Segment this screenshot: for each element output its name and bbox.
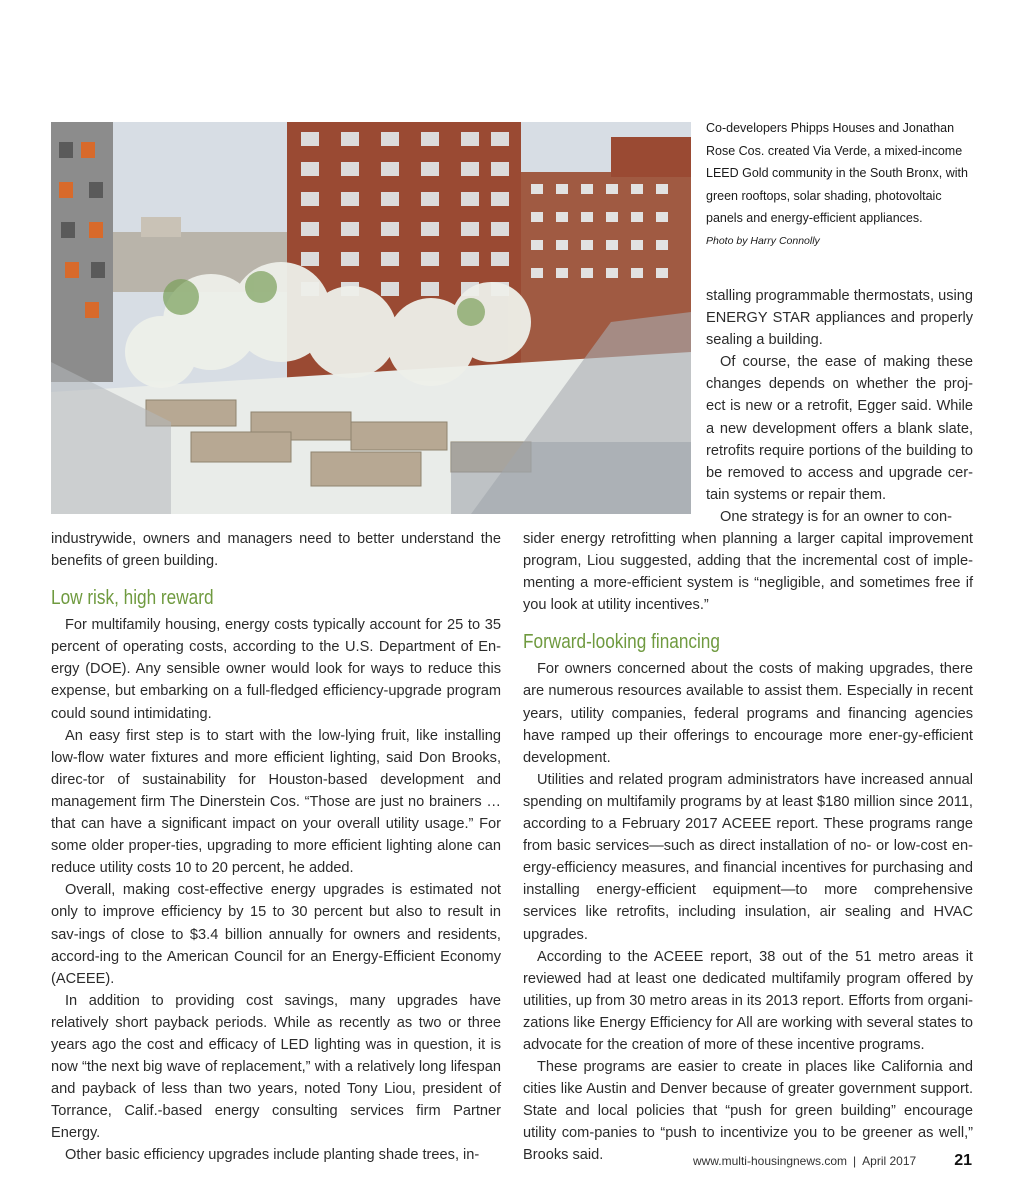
footer-url: www.multi-housingnews.com xyxy=(692,1154,848,1168)
paragraph: An easy first step is to start with the low-lying fruit, like installing low-flow water fixtures and more efficient lighting, said Don Brooks, direc-tor of sustainability for Houston-based development and management firm The Dinerstein Cos. “Those are just no brainers … that can have a significant impact on your overall utility usage.” For some older proper-ties, upgrading to more efficient lighting alone can reduce utility costs 10 to 20 percent, he added. xyxy=(51,727,501,877)
footer-issue: April 2017 xyxy=(862,1154,917,1168)
paragraph: These programs are easier to create in places like California and cities like Austin and Denver because of greater government support. State and local policies that “push for green building” encourage utility com-panies to “push to incentivize you to be greener as well,” Brooks said. xyxy=(523,1059,973,1164)
paragraph: One strategy is for an owner to con- xyxy=(720,508,952,525)
photo-credit: Photo by Harry Connolly xyxy=(706,234,820,247)
section-heading: Forward-looking financing xyxy=(523,631,720,654)
paragraph: Of course, the ease of making these changes depends on whether the proj-ect is new or a retrofit, Egger said. While a new development offers a blank slate, retrofits require portions of the building to be removed to access and upgrade cer-tain systems or repair them. xyxy=(706,354,973,503)
paragraph: Utilities and related program administrators have increased annual spending on multifamily programs by at least $180 million since 2011, according to a February 2017 ACEEE report. These programs range from basic services—such as direct installation of no- or low-cost en-ergy-efficiency measures, and financial incentives for purchasing and installing energy-efficient equipment—to more comprehensive services like retrofits, including insulation, air sealing and HVAC upgrades. xyxy=(523,771,973,943)
paragraph: industrywide, owners and managers need to better understand the benefits of green building. xyxy=(51,531,501,570)
paragraph: For owners concerned about the costs of making upgrades, there are numerous resources available to assist them. Especially in recent years, utility companies, federal programs and financing agencies have ramped up their offerings to encourage more ener-gy-efficient development. xyxy=(523,661,973,766)
footer-separator: | xyxy=(853,1154,857,1168)
left-column xyxy=(51,528,501,1167)
rooftop-garden-illustration xyxy=(51,122,691,514)
paragraph: According to the ACEEE report, 38 out of the 51 metro areas it reviewed had at least one dedicated multifamily program offered by utilities, up from 30 metro areas in its 2013 report. Efforts from organi-zations like Energy Efficiency for All are working with several states to advocate for the creation of more of these incentive programs. xyxy=(523,948,973,1053)
article-photo xyxy=(51,122,691,514)
paragraph: Other basic efficiency upgrades include planting shade trees, in- xyxy=(65,1147,480,1164)
paragraph: Overall, making cost-effective energy upgrades is estimated not only to improve efficiency by 15 to 30 percent but also to result in sav-ings of close to $3.4 billion annually for owners and residents, accord-ing to the American Council for an Energy-Efficient Economy (ACEEE). xyxy=(51,882,501,987)
page-footer xyxy=(693,1152,972,1170)
paragraph: stalling programmable thermostats, using ENERGY STAR appliances and properly sealing a building. xyxy=(706,288,973,349)
caption-text: Co-developers Phipps Houses and Jonathan Rose Cos. created Via Verde, a mixed-income LEED Gold community in the South Bronx, with green rooftops, solar shading, photovoltaic panels and energy-efficient appliances. xyxy=(706,121,968,225)
paragraph: sider energy retrofitting when planning a larger capital improvement program, Liou suggested, adding that the incremental cost of imple-menting a more-efficient system is “negligible, and sometimes free if you look at utility incentives.” xyxy=(523,531,973,614)
page-number: 21 xyxy=(954,1152,972,1169)
paragraph: For multifamily housing, energy costs typically account for 25 to 35 percent of operating costs, according to the U.S. Department of En-ergy (DOE). Any sensible owner would look for ways to reduce this expense, but embarking on a full-fledged efficiency-upgrade program could sound intimidating. xyxy=(51,617,501,722)
section-heading: Low risk, high reward xyxy=(51,587,214,610)
paragraph: In addition to providing cost savings, many upgrades have relatively short payback periods. While as recently as two or three years ago the cost and efficacy of LED lighting was in question, it is now “the next big wave of replacement,” with a relatively long lifespan and payback of less than two years, noted Tony Liou, president of Torrance, Calif.-based energy consulting services firm Partner Energy. xyxy=(51,992,501,1142)
photo-caption xyxy=(706,117,978,252)
right-top-column xyxy=(706,285,973,528)
right-column xyxy=(523,528,973,1167)
